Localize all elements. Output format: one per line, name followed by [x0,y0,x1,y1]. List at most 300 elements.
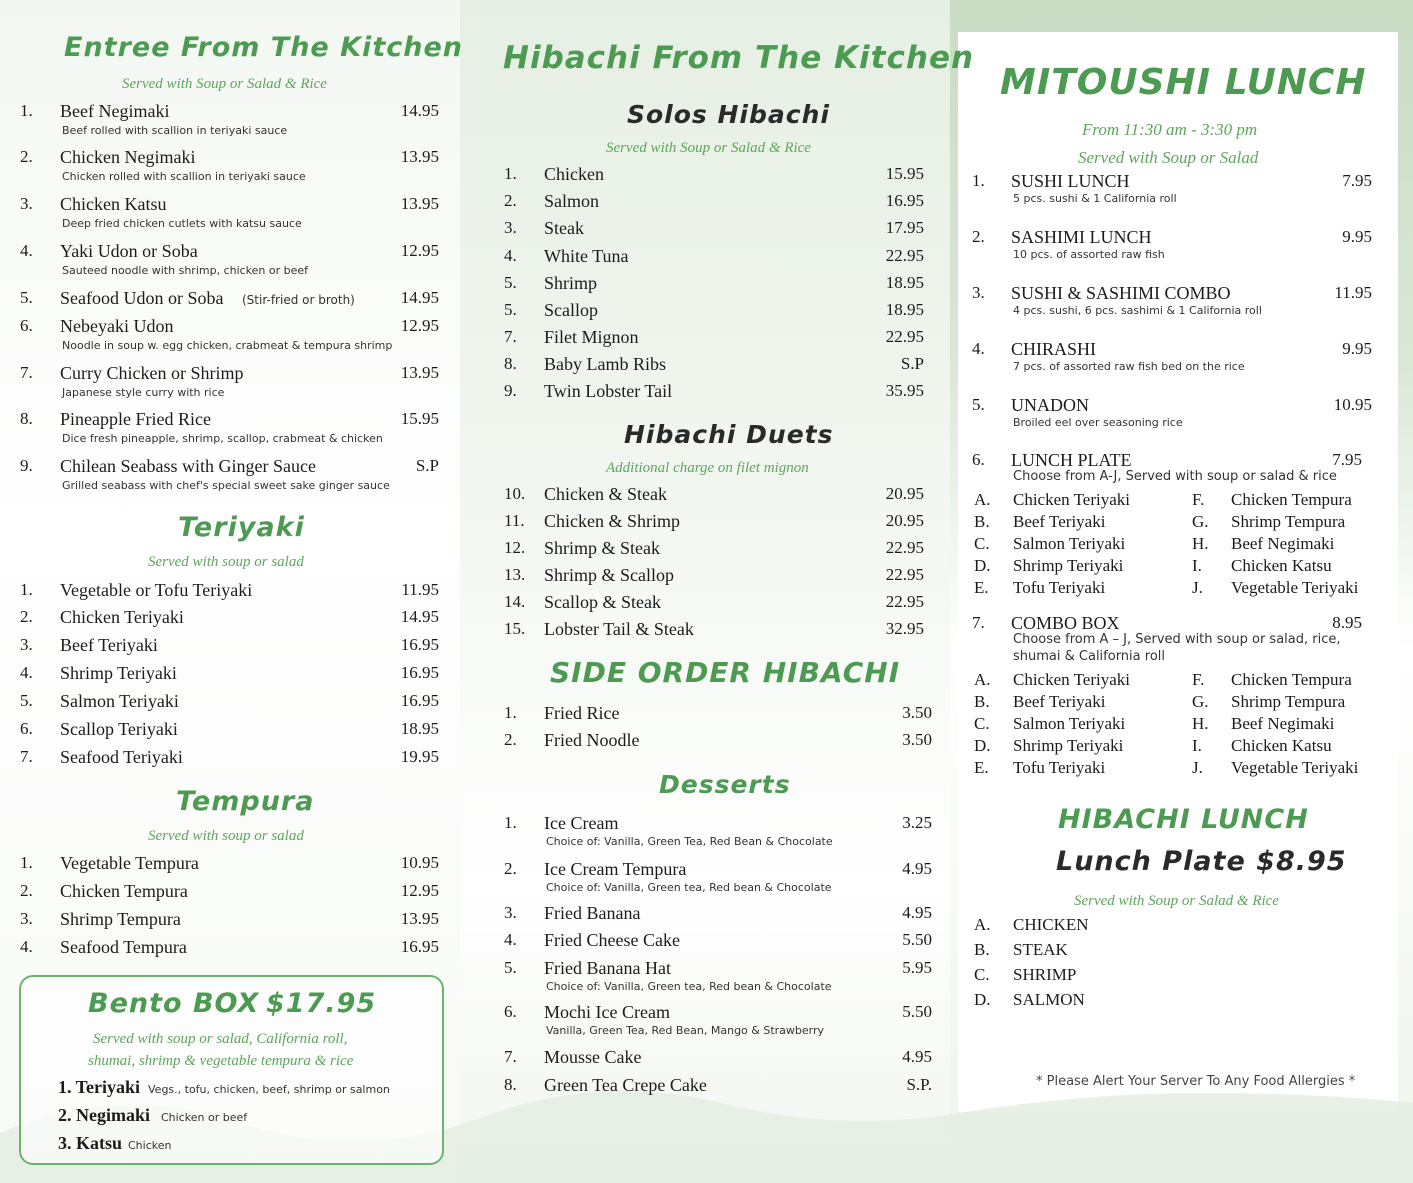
option-name: Vegetable Teriyaki [1231,758,1359,777]
item-number: 7. [504,327,517,346]
item-description: Dice fresh pineapple, shrimp, scallop, crabmeat & chicken [62,432,383,445]
item-price: 12.95 [400,881,439,900]
item-note: (Stir-fried or broth) [242,293,355,307]
menu-item [20,853,455,875]
teriyaki-subtitle: Served with soup or salad [148,554,304,570]
option-name: Shrimp Tempura [1231,512,1346,531]
bento-item-description: Chicken [128,1139,172,1152]
menu-item [20,194,455,230]
item-price: 22.95 [885,538,924,557]
side-order-title: SIDE ORDER HIBACHI [550,656,901,689]
item-description: Deep fried chicken cutlets with katsu sauce [62,217,302,230]
lunch-subtitle: Served with Soup or Salad [1078,148,1259,167]
item-number: 7. [20,747,33,766]
item-price: 18.95 [400,719,439,738]
item-name: Vegetable Tempura [60,853,199,873]
item-description: Choice of: Vanilla, Green Tea, Red Bean & Chocolate [546,835,833,848]
option-name: Shrimp Teriyaki [1013,556,1124,575]
item-number: 4. [20,241,33,260]
option-letter: A. [974,915,991,934]
option-name: Tofu Teriyaki [1013,578,1106,597]
item-price: 14.95 [400,607,439,626]
hibachi-title: Hibachi From The Kitchen [503,40,975,76]
item-number: 9. [504,381,517,400]
menu-item [20,635,455,657]
teriyaki-title: Teriyaki [178,512,305,543]
item-number: 7. [504,1047,517,1066]
option-letter: B. [974,940,990,959]
item-price: S.P [900,354,924,373]
menu-item [504,354,940,376]
item-price: 13.95 [400,909,439,928]
menu-item [504,859,948,894]
item-price: 20.95 [885,511,924,530]
menu-item [504,1047,948,1069]
item-price: 5.50 [902,1002,932,1021]
menu-item [20,288,455,310]
item-number: 5. [20,288,33,307]
bento-price: $17.95 [266,988,377,1019]
item-number: 4. [504,930,517,949]
item-description: shumai & California roll [1013,649,1165,664]
item-description: Grilled seabass with chef's special sweet sake ginger sauce [62,479,390,492]
item-price: 13.95 [400,147,439,166]
menu-item [20,909,455,931]
menu-item [504,930,948,952]
item-price: 15.95 [885,164,924,183]
menu-item [20,663,455,685]
item-number: 5. [972,395,985,414]
item-name: Seafood Teriyaki [60,747,183,767]
item-name: Mochi Ice Cream [544,1002,670,1022]
option-letter: C. [974,714,990,733]
item-name: Chicken [544,164,604,184]
item-price: S.P [415,456,439,475]
menu-item [504,730,948,752]
item-name: SASHIMI LUNCH [1011,227,1152,247]
item-price: S.P. [906,1075,932,1094]
item-price: 17.95 [885,218,924,237]
item-number: 1. [20,853,33,872]
option-letter: A. [974,490,991,509]
item-name: Chicken Teriyaki [60,607,184,627]
item-number: 3. [504,903,517,922]
lunch-hours: From 11:30 am - 3:30 pm [1082,120,1258,139]
option-letter: I. [1192,556,1202,575]
item-name: Green Tea Crepe Cake [544,1075,707,1095]
menu-item [504,538,940,560]
item-description: Japanese style curry with rice [62,386,225,399]
option-name: Beef Negimaki [1231,714,1335,733]
item-name: Scallop [544,300,598,320]
item-number: 8. [504,1075,517,1094]
item-price: 4.95 [902,1047,932,1066]
option-name: Tofu Teriyaki [1013,758,1106,777]
item-description: 10 pcs. of assorted raw fish [1013,248,1165,261]
item-number: 11. [504,511,525,530]
item-number: 3. [20,635,33,654]
lunch-title: MITOUSHI LUNCH [1000,62,1367,103]
option-name: Chicken Tempura [1231,670,1352,689]
item-price: 11.95 [401,580,439,599]
item-name: Shrimp Teriyaki [60,663,177,683]
item-price: 5.50 [902,930,932,949]
item-number: 15. [504,619,526,638]
item-name: Pineapple Fried Rice [60,409,211,429]
item-name: Scallop & Steak [544,592,661,612]
menu-item [504,592,940,614]
item-name: Beef Negimaki [60,101,170,121]
item-description: Choice of: Vanilla, Green tea, Red bean & Chocolate [546,881,832,894]
item-number: 4. [972,339,985,358]
item-description: Beef rolled with scallion in teriyaki sauce [62,124,288,137]
item-name: Fried Rice [544,703,620,723]
option-letter: J. [1192,578,1203,597]
item-price: 14.95 [400,101,439,120]
item-price: 15.95 [400,409,439,428]
item-price: 13.95 [400,194,439,213]
item-number: 6. [20,719,33,738]
item-name: Ice Cream [544,813,619,833]
option-letter: D. [974,990,991,1009]
item-number: 6. [20,316,33,335]
bento-item [58,1133,428,1155]
option-name: SALMON [1013,990,1085,1009]
item-name: Fried Banana [544,903,641,923]
item-description: 7 pcs. of assorted raw fish bed on the rice [1013,360,1245,373]
option-name: Beef Teriyaki [1013,512,1106,531]
item-number: 6. [504,1002,517,1021]
item-price: 3.25 [902,813,932,832]
tempura-subtitle: Served with soup or salad [148,828,304,844]
item-description: Chicken rolled with scallion in teriyaki sauce [62,170,306,183]
item-number: 1. [20,580,33,599]
menu-item [504,381,940,403]
option-name: Chicken Teriyaki [1013,490,1130,509]
item-number: 2. [504,859,517,878]
option-letter: F. [1192,670,1205,689]
menu-item [20,456,455,492]
item-description: Choose from A – J, Served with soup or salad, rice, [1013,632,1341,647]
menu-item [972,395,1388,429]
option-letter: E. [974,758,989,777]
item-price: 18.95 [885,300,924,319]
item-name: CHIRASHI [1011,339,1097,359]
item-number: 5. [20,691,33,710]
item-number: 2. [972,227,985,246]
item-price: 9.95 [1342,339,1372,358]
item-description: Vanilla, Green Tea, Red Bean, Mango & Strawberry [546,1024,825,1037]
allergy-note: * Please Alert Your Server To Any Food Allergies * [1036,1074,1356,1089]
item-name: Shrimp & Steak [544,538,660,558]
menu-item [504,511,940,533]
item-name: Scallop Teriyaki [60,719,178,739]
menu-item [504,958,948,993]
item-name: UNADON [1011,395,1089,415]
item-description: Choose from A-J, Served with soup or salad & rice [1013,469,1337,484]
item-number: 4. [504,246,517,265]
item-description: 5 pcs. sushi & 1 California roll [1013,192,1177,205]
solos-title: Solos Hibachi [627,100,830,129]
item-price: 20.95 [885,484,924,503]
item-number: 1. [972,171,985,190]
menu-item [20,607,455,629]
option-name: Salmon Teriyaki [1013,534,1126,553]
option-letter: G. [1192,692,1209,711]
option-name: Beef Teriyaki [1013,692,1106,711]
item-number: 1. [504,703,517,722]
item-description: Sauteed noodle with shrimp, chicken or beef [62,264,309,277]
item-price: 10.95 [400,853,439,872]
item-price: 11.95 [1334,283,1372,302]
option-name: STEAK [1013,940,1068,959]
item-name: Salmon [544,191,600,211]
entree-subtitle: Served with Soup or Salad & Rice [122,76,327,92]
hibachi-lunch-plate: Lunch Plate $8.95 [1056,846,1347,877]
option-name: SHRIMP [1013,965,1077,984]
menu-item [20,316,455,352]
entree-title: Entree From The Kitchen [64,32,463,63]
item-price: 18.95 [885,273,924,292]
item-number: 10. [504,484,526,503]
menu-item [20,363,455,399]
menu-item [20,691,455,713]
item-name: Yaki Udon or Soba [60,241,198,261]
menu-item [504,903,948,925]
item-number: 7. [972,613,985,632]
bento-title: Bento BOX [88,988,260,1019]
item-price: 22.95 [885,246,924,265]
menu-item [20,719,455,741]
item-price: 13.95 [400,363,439,382]
item-price: 16.95 [400,635,439,654]
menu-item [504,813,948,848]
item-price: 14.95 [400,288,439,307]
item-number: 1. [20,101,33,120]
option-name: Vegetable Teriyaki [1231,578,1359,597]
menu-item [20,101,455,137]
menu-item [972,283,1388,317]
option-letter: B. [974,512,990,531]
item-description: Broiled eel over seasoning rice [1013,416,1183,429]
option-name: Chicken Tempura [1231,490,1352,509]
item-price: 10.95 [1333,395,1372,414]
bento-item [58,1077,428,1099]
item-price: 3.50 [902,730,932,749]
item-name: SUSHI LUNCH [1011,171,1130,191]
tempura-title: Tempura [176,786,315,817]
item-number: 3. [20,909,33,928]
item-number: 2. [20,881,33,900]
item-name: Fried Banana Hat [544,958,671,978]
item-name: Chicken & Shrimp [544,511,680,531]
item-name: SUSHI & SASHIMI COMBO [1011,283,1231,303]
menu-item [504,246,940,268]
item-number: 8. [504,354,517,373]
bento-item-name: 3. Katsu [58,1133,123,1153]
option-letter: B. [974,692,990,711]
item-name: Shrimp & Scallop [544,565,674,585]
bento-subtitle-1: Served with soup or salad, California roll, [93,1031,348,1047]
item-price: 22.95 [885,565,924,584]
item-price: 12.95 [400,316,439,335]
option-name: Chicken Teriyaki [1013,670,1130,689]
item-name: Shrimp [544,273,598,293]
menu-item [504,327,940,349]
menu-item [972,227,1388,261]
item-name: Nebeyaki Udon [60,316,174,336]
option-letter: H. [1192,534,1209,553]
item-name: Curry Chicken or Shrimp [60,363,244,383]
item-name: Lobster Tail & Steak [544,619,694,639]
option-letter: C. [974,965,990,984]
menu-item [504,703,948,725]
duets-subtitle: Additional charge on filet mignon [606,460,809,476]
item-price: 16.95 [885,191,924,210]
item-number: 5. [504,958,517,977]
item-name: Chilean Seabass with Ginger Sauce [60,456,316,476]
item-number: 2. [20,607,33,626]
menu-item [504,1002,948,1037]
item-name: Shrimp Tempura [60,909,181,929]
item-name: Steak [544,218,584,238]
option-letter: D. [974,736,991,755]
item-number: 3. [504,218,517,237]
item-number: 1. [504,164,517,183]
item-number: 3. [20,194,33,213]
bento-subtitle-2: shumai, shrimp & vegetable tempura & rice [88,1053,354,1069]
item-price: 32.95 [885,619,924,638]
item-name: Ice Cream Tempura [544,859,687,879]
option-letter: I. [1192,736,1202,755]
bento-item-description: Chicken or beef [161,1111,248,1124]
menu-item [20,881,455,903]
menu-item [20,937,455,959]
item-name: Twin Lobster Tail [544,381,673,401]
item-number: 5. [504,273,517,292]
item-number: 1. [504,813,517,832]
item-name: Beef Teriyaki [60,635,158,655]
item-price: 7.95 [1332,450,1362,469]
item-number: 7. [20,363,33,382]
item-number: 2. [504,191,517,210]
item-number: 8. [20,409,33,428]
option-name: CHICKEN [1013,915,1089,934]
item-name: Chicken Negimaki [60,147,196,167]
item-name: Fried Noodle [544,730,640,750]
item-price: 12.95 [400,241,439,260]
item-number: 13. [504,565,526,584]
item-number: 6. [972,450,985,469]
bento-item-name: 1. Teriyaki [58,1077,141,1097]
item-price: 16.95 [400,663,439,682]
item-price: 4.95 [902,859,932,878]
item-price: 19.95 [400,747,439,766]
option-letter: A. [974,670,991,689]
menu-item [504,565,940,587]
item-price: 7.95 [1342,171,1372,190]
item-description: Noodle in soup w. egg chicken, crabmeat & tempura shrimp [62,339,393,352]
option-name: Shrimp Tempura [1231,692,1346,711]
menu-item [20,580,455,602]
item-name: Vegetable or Tofu Teriyaki [60,580,253,600]
item-name: Fried Cheese Cake [544,930,680,950]
desserts-title: Desserts [659,770,791,799]
item-name: Salmon Teriyaki [60,691,179,711]
item-price: 16.95 [400,937,439,956]
item-price: 8.95 [1332,613,1362,632]
item-description: Choice of: Vanilla, Green tea, Red bean & Chocolate [546,980,832,993]
item-number: 2. [20,147,33,166]
menu-item [504,484,940,506]
menu-item [504,619,940,641]
bento-item-name: 2. Negimaki [58,1105,150,1125]
menu-item [972,171,1388,205]
menu-item [504,218,940,240]
item-name: Baby Lamb Ribs [544,354,666,374]
option-letter: H. [1192,714,1209,733]
menu-item [20,241,455,277]
menu-item [20,409,455,445]
option-letter: C. [974,534,990,553]
item-number: 2. [504,730,517,749]
item-name: Seafood Tempura [60,937,187,957]
solos-subtitle: Served with Soup or Salad & Rice [606,140,811,156]
option-letter: F. [1192,490,1205,509]
menu-item [504,1075,948,1097]
menu-item [20,147,455,183]
duets-title: Hibachi Duets [624,420,834,449]
item-name: Seafood Udon or Soba [60,288,224,308]
item-number: 5. [504,300,517,319]
menu-item [504,191,940,213]
item-name: COMBO BOX [1011,613,1120,633]
item-name: Chicken Tempura [60,881,188,901]
option-letter: D. [974,556,991,575]
item-price: 22.95 [885,592,924,611]
item-name: Chicken & Steak [544,484,667,504]
menu-item [20,747,455,769]
item-number: 3. [972,283,985,302]
option-name: Salmon Teriyaki [1013,714,1126,733]
hibachi-lunch-subtitle: Served with Soup or Salad & Rice [1074,893,1279,909]
bento-item-description: Vegs., tofu, chicken, beef, shrimp or salmon [148,1083,390,1096]
item-price: 9.95 [1342,227,1372,246]
option-name: Chicken Katsu [1231,556,1332,575]
item-price: 22.95 [885,327,924,346]
item-number: 14. [504,592,526,611]
menu-item [504,164,940,186]
item-number: 4. [20,663,33,682]
option-letter: J. [1192,758,1203,777]
item-number: 4. [20,937,33,956]
bento-item [58,1105,428,1127]
option-letter: G. [1192,512,1209,531]
item-price: 35.95 [885,381,924,400]
item-price: 4.95 [902,903,932,922]
option-letter: E. [974,578,989,597]
item-number: 12. [504,538,526,557]
item-name: Chicken Katsu [60,194,167,214]
hibachi-lunch-title: HIBACHI LUNCH [1058,804,1309,835]
menu-item [504,300,940,322]
option-name: Shrimp Teriyaki [1013,736,1124,755]
option-name: Chicken Katsu [1231,736,1332,755]
option-name: Beef Negimaki [1231,534,1335,553]
item-description: 4 pcs. sushi, 6 pcs. sashimi & 1 California roll [1013,304,1262,317]
item-price: 5.95 [902,958,932,977]
item-name: Mousse Cake [544,1047,642,1067]
